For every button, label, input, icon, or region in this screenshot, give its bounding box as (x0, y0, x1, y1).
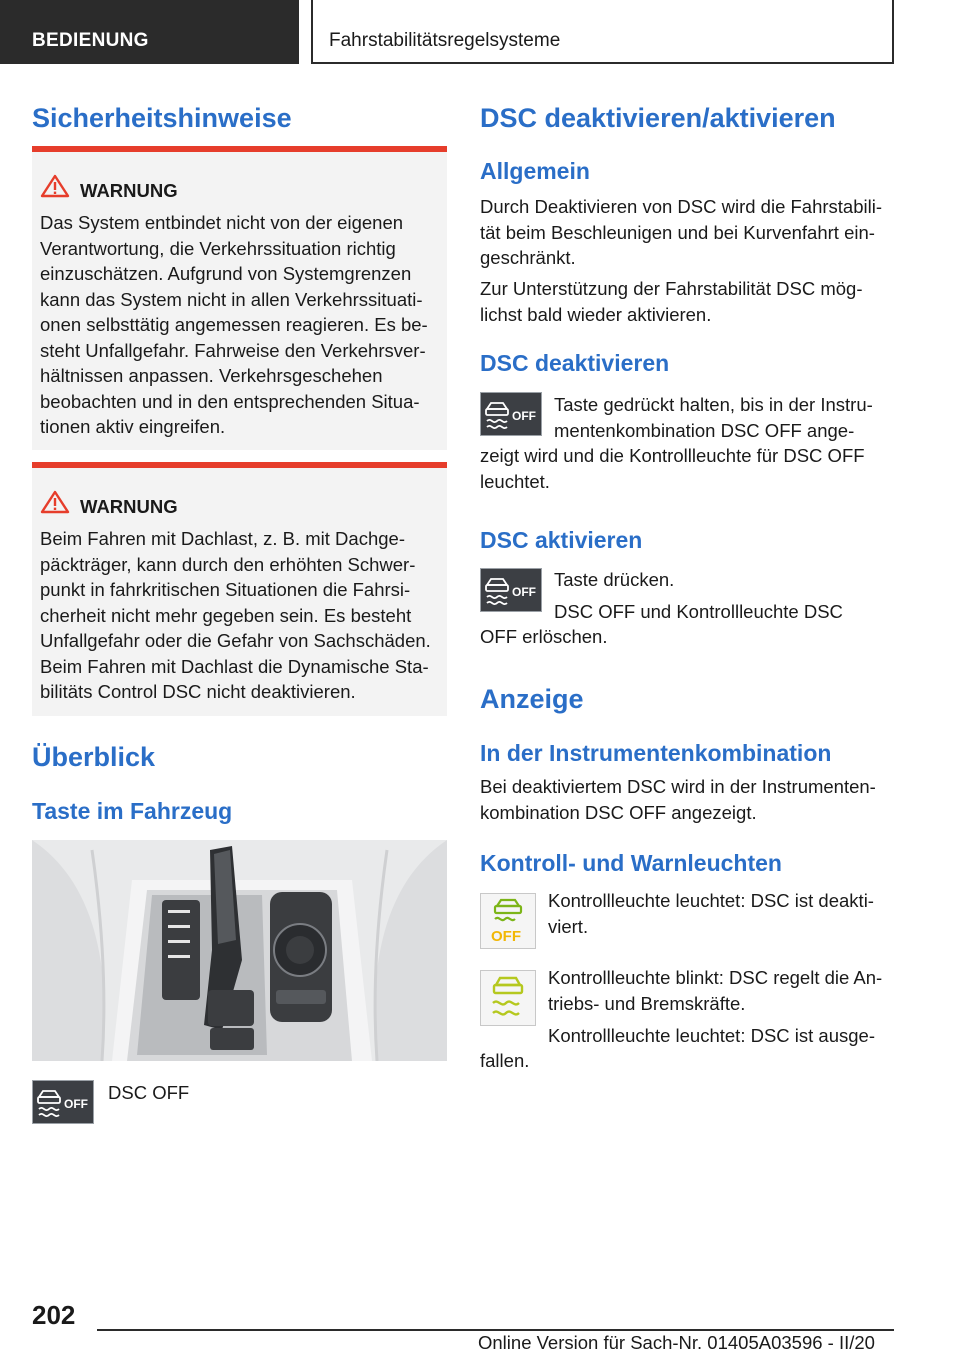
button-caption: DSC OFF (108, 1082, 190, 1103)
lamp2b-text-a: Kontrollleuchte leuchtet: DSC ist ausge- (548, 1025, 876, 1046)
activate-title: DSC aktivieren (480, 527, 643, 553)
warning-triangle-icon (40, 174, 70, 203)
activate-text-1: Taste drücken. (554, 569, 675, 590)
lamp2b-text-b: fallen. (480, 1050, 530, 1071)
general-text-2: Zur Unterstützung der Fahrstabilität DSC mög- lichst bald wieder aktivieren. (480, 278, 863, 325)
dsc-off-button-icon (480, 568, 542, 612)
page-number: 202 (32, 1300, 76, 1330)
general-text: Durch Deaktivieren von DSC wird die Fahrstabili- tät beim Beschleunigen und bei Kurvenfahrt ein- geschränkt. (480, 196, 883, 268)
lamp2-text: Kontrollleuchte blinkt: DSC regelt die An- triebs- und Bremskräfte. (548, 967, 883, 1014)
svg-text:OFF: OFF (512, 409, 536, 423)
activate-text-2b: OFF erlöschen. (480, 626, 608, 647)
dsc-off-lamp-icon (480, 893, 536, 949)
deactivate-text-a: Taste gedrückt halten, bis in der Instru- mentenkombination DSC OFF ange- (554, 394, 873, 441)
footer-divider (97, 1329, 894, 1331)
lamp1-text: Kontrollleuchte leuchtet: DSC ist deakti- viert. (548, 890, 874, 937)
header-section-tab (0, 0, 299, 64)
warning-label: WARNUNG (80, 180, 178, 201)
warning-label: WARNUNG (80, 496, 178, 517)
dsc-off-button-icon (32, 1080, 94, 1124)
header-chapter-tab (311, 0, 894, 64)
dsc-off-button-icon (480, 392, 542, 436)
warning-box-2 (32, 462, 447, 716)
warning-box-1 (32, 146, 447, 450)
dsc-warning-lamp-icon (480, 970, 536, 1026)
lights-title: Kontroll- und Warnleuchten (480, 850, 782, 876)
safety-title: Sicherheitshinweise (32, 103, 292, 133)
overview-title: Überblick (32, 742, 156, 772)
display-title: Anzeige (480, 684, 584, 714)
svg-text:OFF: OFF (64, 1097, 88, 1111)
footer-online-version: Online Version für Sach-Nr. 01405A03596 - II/20 (478, 1332, 875, 1353)
svg-text:OFF: OFF (512, 585, 536, 599)
header-section-label: BEDIENUNG (32, 30, 149, 51)
deactivate-title: DSC deaktivieren (480, 350, 670, 376)
center-console-image (32, 840, 447, 1061)
svg-text:OFF: OFF (491, 928, 521, 945)
warning-text-2: Beim Fahren mit Dachlast, z. B. mit Dachge- päckträger, kann durch den erhöhten Schwer- punkt in fahrkritischen Situationen die Fahrsi- cherheit nicht mehr gegeben sein. Es besteht Unfallgefahr oder die Gefahr von Sachschäden. Beim Fahren mit Dachlast die Dynamische Sta- bilitäts Control DSC nicht deaktivieren. (40, 528, 431, 702)
general-title: Allgemein (480, 158, 590, 184)
button-section-title: Taste im Fahrzeug (32, 798, 233, 824)
header-chapter-label: Fahrstabilitätsregelsysteme (329, 30, 561, 51)
cluster-text: Bei deaktiviertem DSC wird in der Instrumenten- kombination DSC OFF angezeigt. (480, 776, 876, 823)
main-title: DSC deaktivieren/aktivieren (480, 103, 836, 133)
deactivate-text-b: zeigt wird und die Kontrollleuchte für DSC OFF leuchtet. (480, 445, 865, 492)
warning-triangle-icon (40, 490, 70, 519)
cluster-title: In der Instrumentenkombination (480, 740, 832, 766)
warning-text-1: Das System entbindet nicht von der eigenen Verantwortung, die Verkehrssituation richtig einzuschätzen. Aufgrund von Systemgrenzen kann das System nicht in allen Verkehrssituati- onen selbsttätig angemessen reagieren. Es be- steht Unfallgefahr. Fahrweise den Verkehrsver- hältnissen anpassen. Verkehrsgeschehen beobachten und in den entsprechenden Situa- tionen aktiv eingreifen. (40, 212, 428, 437)
activate-text-2a: DSC OFF und Kontrollleuchte DSC (554, 601, 843, 622)
